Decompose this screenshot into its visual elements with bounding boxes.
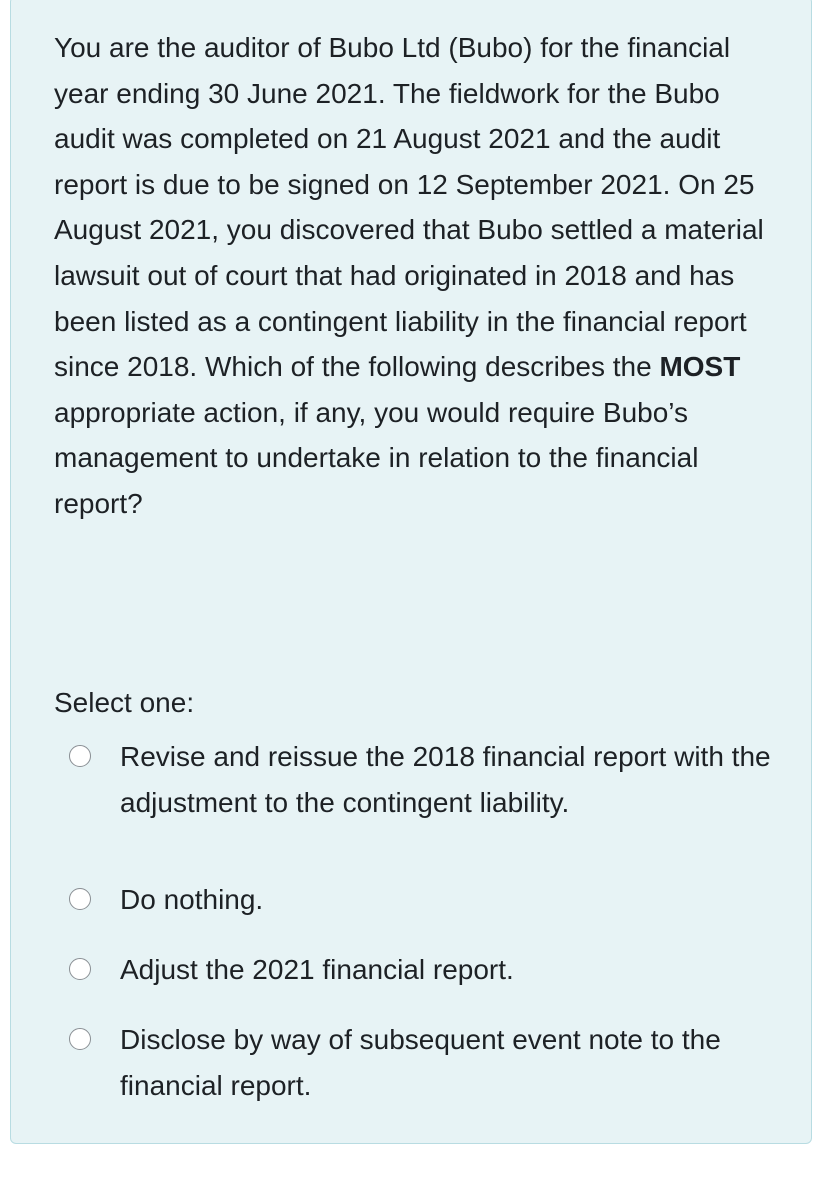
radio-button-b[interactable] <box>69 888 91 910</box>
question-text-part-2: appropriate action, if any, you would require Bubo’s management to undertake in relation to the financial report? <box>54 396 699 519</box>
answer-option-b[interactable] <box>67 877 787 923</box>
radio-button-c[interactable] <box>69 958 91 980</box>
question-text-part-1: You are the auditor of Bubo Ltd (Bubo) for the financial year ending 30 June 2021. The fieldwork for the Bubo audit was completed on 21 August 2021 and the audit report is due to be signed on 12 September 2021. On 25 August 2021, you discovered that Bubo settled a material lawsuit out of court that had originated in 2018 and has been listed as a contingent liability in the financial report since 2018. Which of the following describes the <box>54 32 764 383</box>
answer-option-b-label[interactable]: Do nothing. <box>120 884 264 915</box>
select-one-prompt: Select one: <box>54 687 195 718</box>
radio-button-a[interactable] <box>69 745 91 767</box>
answer-option-d[interactable] <box>67 1017 787 1108</box>
question-emphasis: MOST <box>659 351 741 383</box>
answer-option-c-label[interactable]: Adjust the 2021 financial report. <box>120 954 514 985</box>
question-text <box>54 25 784 527</box>
answer-option-a[interactable] <box>67 734 787 825</box>
answer-option-c[interactable] <box>67 947 787 993</box>
answer-option-d-label[interactable]: Disclose by way of subsequent event note to the financial report. <box>120 1024 721 1101</box>
question-panel <box>10 0 812 1144</box>
radio-button-d[interactable] <box>69 1028 91 1050</box>
answer-option-a-label[interactable]: Revise and reissue the 2018 financial report with the adjustment to the contingent liability. <box>120 741 771 818</box>
